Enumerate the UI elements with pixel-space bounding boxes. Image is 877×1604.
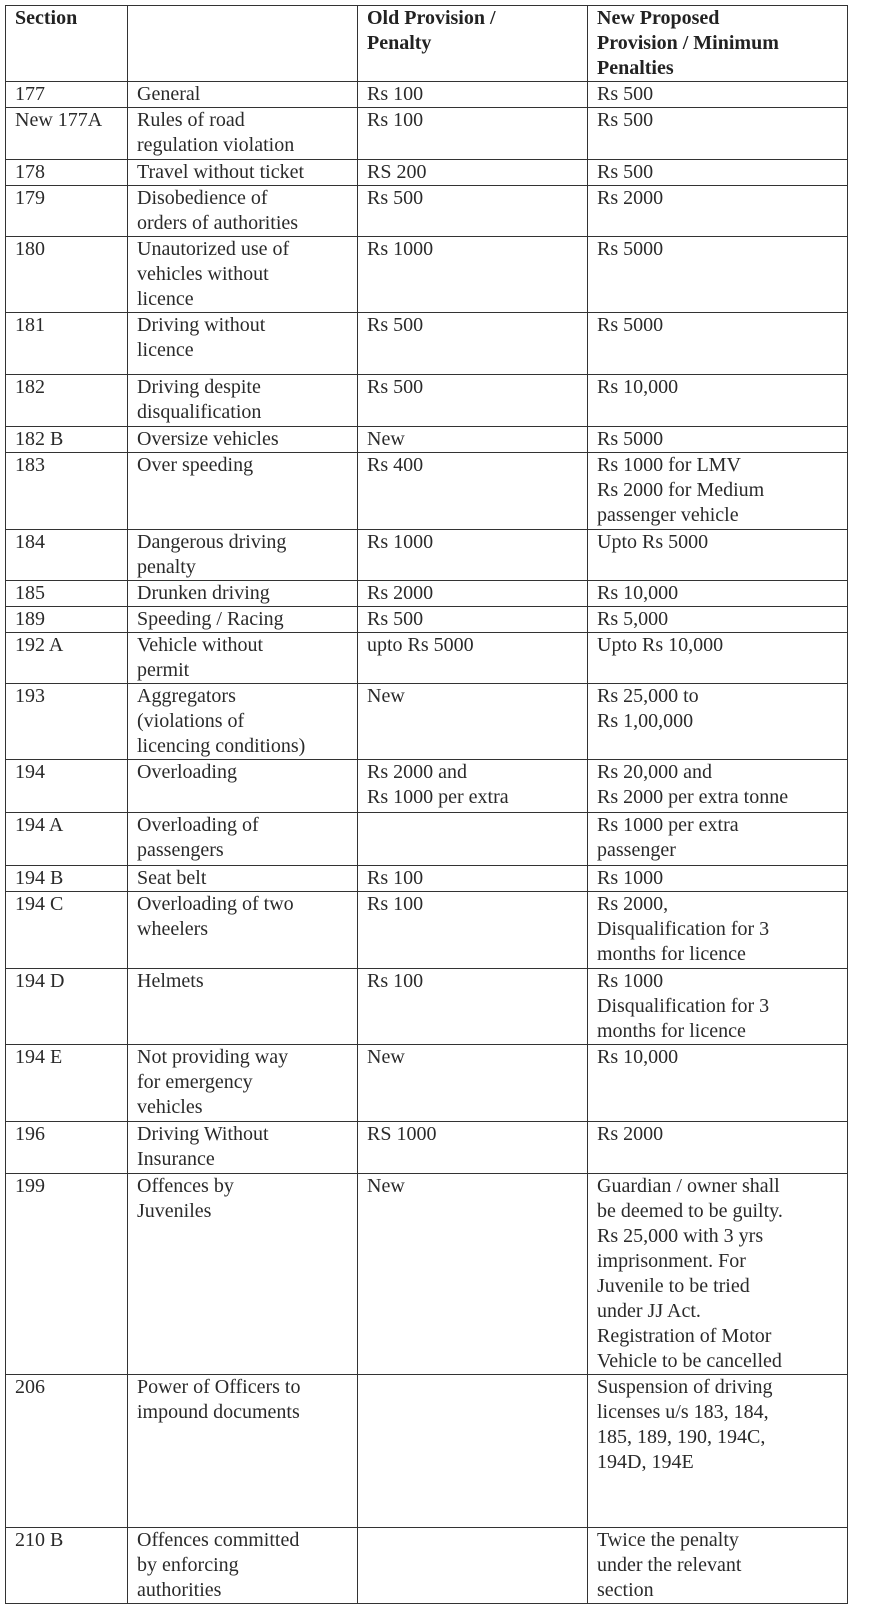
table-row [6,581,848,607]
cell-section: 178 [6,160,128,186]
cell-description: Overloading [128,760,358,813]
cell-old-penalty: Rs 500 [358,313,588,375]
cell-new-penalty: Rs 2000, Disqualification for 3 months for licence [588,892,848,969]
cell-section: 179 [6,186,128,237]
cell-old-penalty: Rs 100 [358,108,588,160]
cell-section: 192 A [6,633,128,684]
cell-old-penalty: Rs 2000 [358,581,588,607]
table-row [6,186,848,237]
cell-section: 193 [6,684,128,760]
cell-new-penalty: Rs 500 [588,82,848,108]
cell-old-penalty [358,1375,588,1528]
cell-description: Driving without licence [128,313,358,375]
cell-new-penalty: Rs 2000 [588,186,848,237]
cell-section: 181 [6,313,128,375]
cell-section: 196 [6,1122,128,1174]
cell-section: 189 [6,607,128,633]
cell-old-penalty: Rs 500 [358,375,588,427]
cell-description: Rules of road regulation violation [128,108,358,160]
cell-section: 194 D [6,969,128,1045]
cell-new-penalty: Rs 10,000 [588,375,848,427]
cell-old-penalty: Rs 1000 [358,237,588,313]
cell-section: 185 [6,581,128,607]
cell-old-penalty: New [358,684,588,760]
cell-description: General [128,82,358,108]
header-description [128,6,358,82]
table-row [6,633,848,684]
cell-description: Drunken driving [128,581,358,607]
cell-new-penalty: Rs 5000 [588,427,848,453]
table-row [6,82,848,108]
cell-new-penalty: Rs 1000 for LMV Rs 2000 for Medium passenger vehicle [588,453,848,530]
header-section: Section [6,6,128,82]
cell-section: 180 [6,237,128,313]
cell-section: 184 [6,530,128,581]
cell-old-penalty: Rs 500 [358,186,588,237]
cell-old-penalty: RS 200 [358,160,588,186]
cell-new-penalty: Rs 1000 [588,866,848,892]
cell-description: Travel without ticket [128,160,358,186]
table-row [6,684,848,760]
cell-new-penalty: Twice the penalty under the relevant section [588,1528,848,1604]
cell-new-penalty: Upto Rs 10,000 [588,633,848,684]
cell-old-penalty: Rs 1000 [358,530,588,581]
cell-new-penalty: Rs 5,000 [588,607,848,633]
cell-old-penalty: RS 1000 [358,1122,588,1174]
table-row [6,108,848,160]
cell-description: Seat belt [128,866,358,892]
cell-description: Unautorized use of vehicles without licence [128,237,358,313]
table-row [6,1528,848,1604]
cell-section: 194 E [6,1045,128,1122]
cell-old-penalty: Rs 400 [358,453,588,530]
table-row [6,160,848,186]
cell-description: Overloading of two wheelers [128,892,358,969]
table-header-row [6,6,848,82]
cell-new-penalty: Guardian / owner shall be deemed to be guilty. Rs 25,000 with 3 yrs imprisonment. For Juvenile to be tried under JJ Act. Registration of Motor Vehicle to be cancelled [588,1174,848,1375]
cell-description: Driving Without Insurance [128,1122,358,1174]
table-row [6,1174,848,1375]
cell-new-penalty: Rs 5000 [588,237,848,313]
table-row [6,1375,848,1528]
table-row [6,760,848,813]
cell-new-penalty: Rs 2000 [588,1122,848,1174]
table-row [6,1045,848,1122]
cell-description: Helmets [128,969,358,1045]
cell-new-penalty: Suspension of driving licenses u/s 183, 184, 185, 189, 190, 194C, 194D, 194E [588,1375,848,1528]
table-row [6,607,848,633]
cell-old-penalty: New [358,1174,588,1375]
cell-old-penalty: New [358,427,588,453]
cell-section: 182 B [6,427,128,453]
cell-description: Oversize vehicles [128,427,358,453]
cell-new-penalty: Upto Rs 5000 [588,530,848,581]
table-row [6,969,848,1045]
cell-old-penalty: Rs 100 [358,866,588,892]
cell-description: Offences by Juveniles [128,1174,358,1375]
cell-new-penalty: Rs 1000 per extra passenger [588,813,848,866]
cell-old-penalty: New [358,1045,588,1122]
cell-description: Power of Officers to impound documents [128,1375,358,1528]
cell-old-penalty [358,813,588,866]
cell-description: Vehicle without permit [128,633,358,684]
cell-section: 182 [6,375,128,427]
table-row [6,313,848,375]
cell-new-penalty: Rs 10,000 [588,1045,848,1122]
cell-old-penalty: Rs 100 [358,969,588,1045]
cell-new-penalty: Rs 25,000 to Rs 1,00,000 [588,684,848,760]
cell-old-penalty: Rs 100 [358,82,588,108]
cell-section: 194 A [6,813,128,866]
cell-section: 194 [6,760,128,813]
cell-new-penalty: Rs 500 [588,160,848,186]
cell-section: 199 [6,1174,128,1375]
penalty-table [5,5,848,1604]
cell-description: Over speeding [128,453,358,530]
cell-new-penalty: Rs 5000 [588,313,848,375]
cell-old-penalty: Rs 100 [358,892,588,969]
cell-new-penalty: Rs 10,000 [588,581,848,607]
cell-description: Aggregators (violations of licencing conditions) [128,684,358,760]
cell-description: Disobedience of orders of authorities [128,186,358,237]
cell-description: Overloading of passengers [128,813,358,866]
cell-section: 194 B [6,866,128,892]
cell-description: Driving despite disqualification [128,375,358,427]
table-row [6,237,848,313]
cell-old-penalty: Rs 500 [358,607,588,633]
cell-section: New 177A [6,108,128,160]
table-row [6,453,848,530]
cell-section: 183 [6,453,128,530]
table-row [6,1122,848,1174]
cell-old-penalty: Rs 2000 and Rs 1000 per extra [358,760,588,813]
cell-description: Offences committed by enforcing authorities [128,1528,358,1604]
table-row [6,427,848,453]
cell-section: 194 C [6,892,128,969]
cell-old-penalty [358,1528,588,1604]
table-row [6,375,848,427]
table-row [6,530,848,581]
cell-old-penalty: upto Rs 5000 [358,633,588,684]
table-row [6,813,848,866]
cell-new-penalty: Rs 20,000 and Rs 2000 per extra tonne [588,760,848,813]
cell-section: 206 [6,1375,128,1528]
table-row [6,866,848,892]
cell-description: Not providing way for emergency vehicles [128,1045,358,1122]
table-row [6,892,848,969]
cell-new-penalty: Rs 500 [588,108,848,160]
cell-section: 177 [6,82,128,108]
cell-new-penalty: Rs 1000 Disqualification for 3 months for licence [588,969,848,1045]
header-old-penalty: Old Provision / Penalty [358,6,588,82]
cell-description: Speeding / Racing [128,607,358,633]
cell-description: Dangerous driving penalty [128,530,358,581]
header-new-penalty: New Proposed Provision / Minimum Penalties [588,6,848,82]
cell-section: 210 B [6,1528,128,1604]
